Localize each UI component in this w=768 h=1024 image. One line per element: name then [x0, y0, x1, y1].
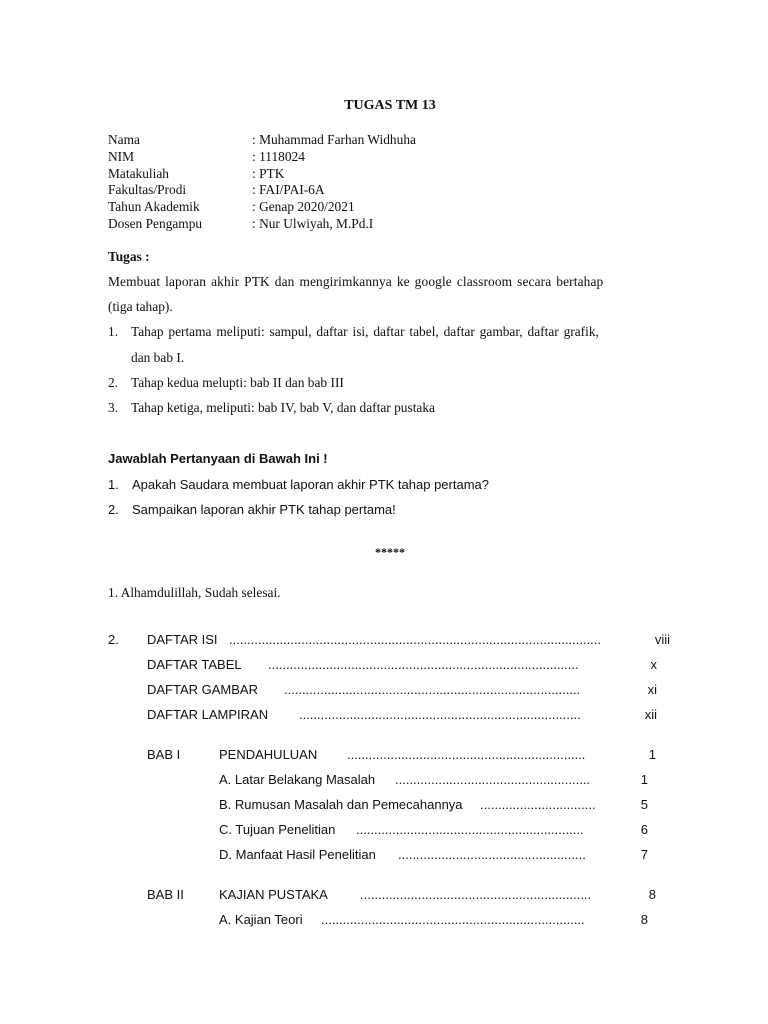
identity-value-matakuliah: : PTK: [252, 166, 285, 181]
toc-entry-leader: ..................................................................................: [284, 683, 581, 696]
question-text: Sampaikan laporan akhir PTK tahap pertama!: [132, 502, 396, 517]
separator-stars: *****: [375, 545, 405, 559]
toc-chapter-title: PENDAHULUAN: [219, 747, 318, 762]
toc-subentry-label: A. Kajian Teori: [219, 912, 303, 927]
toc-subentry-label: C. Tujuan Penelitian: [219, 822, 336, 837]
identity-value-nama: : Muhammad Farhan Widhuha: [252, 132, 416, 147]
toc-entry-leader: ..............................................................................: [299, 708, 581, 721]
identity-label-fakultas: Fakultas/Prodi: [108, 182, 187, 197]
question-num: 2.: [108, 502, 119, 517]
identity-value-dosen: : Nur Ulwiyah, M.Pd.I: [252, 216, 374, 231]
identity-label-nama: Nama: [108, 132, 140, 147]
tugas-item-continuation: dan bab I.: [131, 350, 185, 365]
toc-entry-leader: ................................................................: [360, 888, 592, 901]
questions-heading: Jawablah Pertanyaan di Bawah Ini !: [108, 451, 328, 466]
tugas-intro-line1: Membuat laporan akhir PTK dan mengirimkannya ke google classroom secara bertahap: [108, 274, 604, 289]
tugas-item-text: Tahap ketiga, meliputi: bab IV, bab V, dan daftar pustaka: [131, 400, 435, 415]
toc-entry-leader: .......................................................................................................: [229, 633, 602, 646]
identity-label-tahun: Tahun Akademik: [108, 199, 200, 214]
identity-value-tahun: : Genap 2020/2021: [252, 199, 355, 214]
toc-entry-page: 8: [648, 887, 656, 902]
identity-label-dosen: Dosen Pengampu: [108, 216, 203, 231]
identity-value-fakultas: : FAI/PAI-6A: [252, 182, 325, 197]
toc-subentry-label: A. Latar Belakang Masalah: [219, 772, 376, 787]
tugas-item-text: Tahap kedua melupti: bab II dan bab III: [131, 375, 344, 390]
question-num: 1.: [108, 477, 119, 492]
toc-entry-label: DAFTAR LAMPIRAN: [147, 707, 269, 722]
toc-chapter-number: BAB II: [147, 887, 184, 902]
tugas-intro-line2: (tiga tahap).: [108, 299, 173, 314]
toc-entry-label: DAFTAR TABEL: [147, 657, 242, 672]
toc-entry-leader: ................................: [480, 798, 596, 811]
toc-entry-page: 6: [640, 822, 648, 837]
toc-entry-leader: ...............................................................: [356, 823, 584, 836]
tugas-item-num: 1.: [108, 324, 119, 339]
toc-entry-page: 8: [640, 912, 648, 927]
question-text: Apakah Saudara membuat laporan akhir PTK tahap pertama?: [132, 477, 489, 492]
tugas-item-num: 2.: [108, 375, 119, 390]
toc-entry-leader: ..................................................................: [347, 748, 586, 761]
toc-entry-page: 5: [640, 797, 648, 812]
tugas-item-num: 3.: [108, 400, 119, 415]
answer-1: 1. Alhamdulillah, Sudah selesai.: [108, 585, 281, 600]
toc-entry-page: xii: [644, 707, 657, 722]
toc-entry-leader: ....................................................: [398, 848, 586, 861]
toc-entry-page: 7: [640, 847, 648, 862]
toc-entry-page: xi: [647, 682, 657, 697]
toc-entry-page: x: [650, 657, 657, 672]
document-title: TUGAS TM 13: [344, 98, 436, 113]
toc-chapter-number: BAB I: [147, 747, 181, 762]
tugas-heading: Tugas :: [108, 249, 150, 264]
answer-2-number: 2.: [108, 632, 119, 647]
toc-subentry-label: D. Manfaat Hasil Penelitian: [219, 847, 376, 862]
toc-entry-label: DAFTAR GAMBAR: [147, 682, 258, 697]
toc-entry-leader: ......................................................................................: [268, 658, 579, 671]
toc-chapter-title: KAJIAN PUSTAKA: [219, 887, 328, 902]
identity-label-matakuliah: Matakuliah: [108, 166, 169, 181]
identity-value-nim: : 1118024: [252, 149, 305, 164]
toc-entry-label: DAFTAR ISI: [147, 632, 218, 647]
toc-entry-page: viii: [654, 632, 670, 647]
toc-entry-page: 1: [648, 747, 656, 762]
tugas-item-text: Tahap pertama meliputi: sampul, daftar isi, daftar tabel, daftar gambar, daftar grafik,: [131, 324, 599, 339]
identity-label-nim: NIM: [108, 149, 135, 164]
toc-entry-leader: .........................................................................: [321, 913, 585, 926]
toc-entry-leader: ......................................................: [395, 773, 591, 786]
toc-subentry-label: B. Rumusan Masalah dan Pemecahannya: [219, 797, 463, 812]
toc-entry-page: 1: [640, 772, 648, 787]
